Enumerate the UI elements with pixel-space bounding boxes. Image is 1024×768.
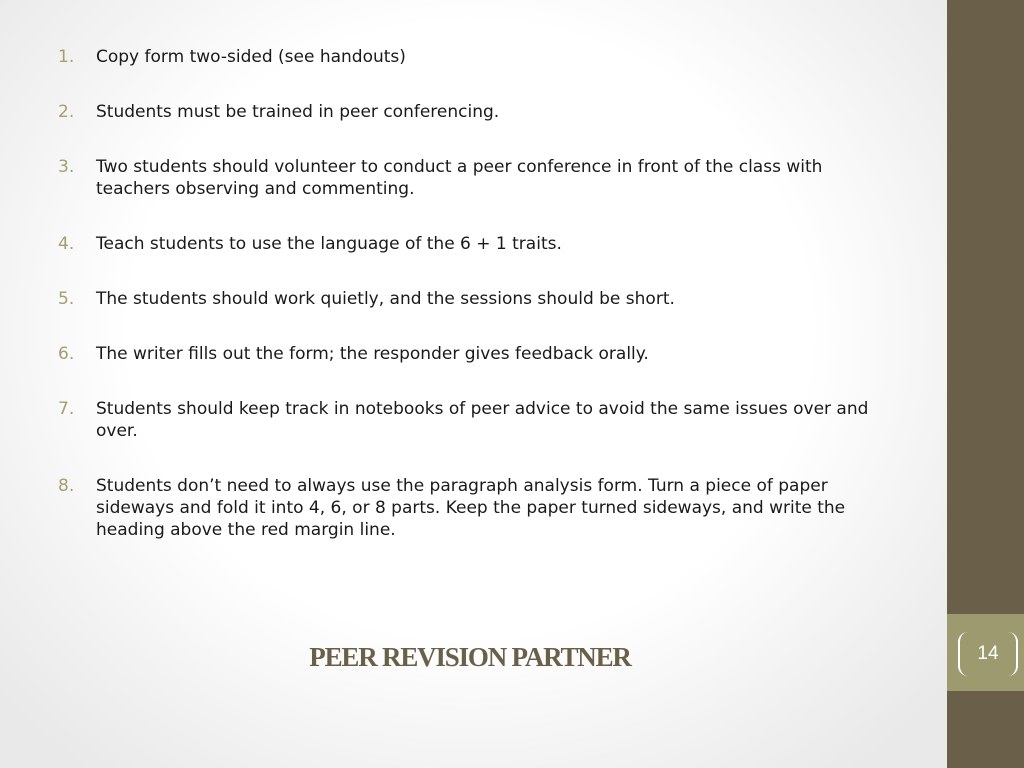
list-item-number: 8. <box>58 476 75 496</box>
list-item <box>0 475 900 541</box>
list-item-text: Copy form two-sided (see handouts) <box>96 47 406 67</box>
list-item-number: 6. <box>58 344 75 364</box>
bullet-list <box>0 46 900 574</box>
list-item <box>0 343 900 365</box>
page-number: 14 <box>958 632 1018 676</box>
list-item-text: Two students should volunteer to conduct a peer conference in front of the class with teachers observing and commenting. <box>96 157 823 199</box>
list-item <box>0 101 900 123</box>
list-item <box>0 398 900 442</box>
list-item-text: Students don’t need to always use the paragraph analysis form. Turn a piece of paper sideways and fold it into 4, 6, or 8 parts. Keep the paper turned sideways, and write the heading above the red margin line. <box>96 476 846 540</box>
list-item-text: Students should keep track in notebooks of peer advice to avoid the same issues over and over. <box>96 399 869 441</box>
list-item-text: The students should work quietly, and the sessions should be short. <box>96 289 675 309</box>
list-item <box>0 288 900 310</box>
list-item-text: Students must be trained in peer conferencing. <box>96 102 500 122</box>
list-item-text: The writer fills out the form; the responder gives feedback orally. <box>96 344 649 364</box>
list-item <box>0 233 900 255</box>
list-item-number: 3. <box>58 157 75 177</box>
list-item <box>0 46 900 68</box>
list-item-number: 5. <box>58 289 75 309</box>
list-item-number: 2. <box>58 102 75 122</box>
slide-title: PEER REVISION PARTNER <box>309 642 631 672</box>
list-item-text: Teach students to use the language of the 6 + 1 traits. <box>96 234 562 254</box>
list-item-number: 4. <box>58 234 75 254</box>
list-item-number: 7. <box>58 399 75 419</box>
list-item <box>0 156 900 200</box>
list-item-number: 1. <box>58 47 75 67</box>
